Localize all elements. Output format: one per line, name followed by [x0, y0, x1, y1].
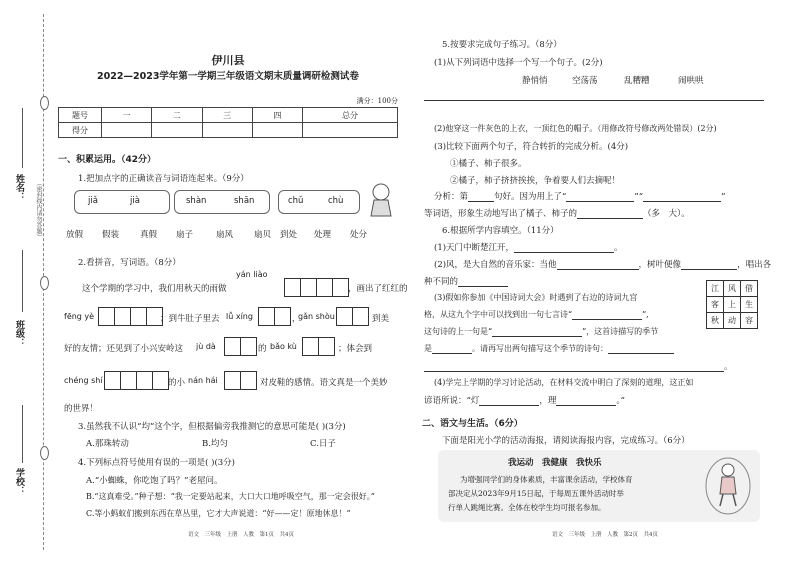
jump-rope-kid-icon	[704, 456, 752, 516]
section2-title: 二、语文与生活。（6分）	[422, 419, 523, 429]
pinyin-prompt: nán hái	[188, 376, 218, 385]
q2-text: ，画出了红红的	[348, 284, 408, 294]
pinyin-prompt: gǎn shòu	[298, 312, 335, 321]
q5-prompt: 5.按要求完成句子练习。（8分）	[442, 40, 562, 50]
pinyin-prompt: bǎo kù	[270, 342, 297, 351]
word-option[interactable]: 放假	[66, 230, 84, 240]
q2-text: ，	[292, 314, 301, 324]
poem-char: 生	[741, 297, 758, 313]
q3-option-a[interactable]: A.那珠转动	[86, 439, 129, 449]
analysis-line	[434, 190, 725, 202]
score-cell: 一	[102, 108, 152, 123]
blank[interactable]	[424, 371, 724, 372]
blank[interactable]	[643, 201, 721, 202]
analysis-text: 分析：第	[434, 192, 469, 202]
q6-text: (1)天门中断楚江开，	[434, 243, 515, 253]
poem-char: 风	[724, 281, 741, 297]
page-footer: 语文 三年级 上册 人教 第2页 共4页	[552, 532, 658, 538]
word-option[interactable]: 扇子	[176, 230, 194, 240]
q5-sub2: (2)他穿这一件灰色的上衣，一顶红色的帽子。（用修改符号修改两处错误）(2分)	[434, 124, 717, 133]
q6-text: (3)假如你参加《中国诗词大会》时遇到了右边的诗词九宫	[434, 293, 638, 302]
binding-hole	[40, 276, 49, 290]
blank[interactable]	[681, 269, 737, 270]
q2-text: 这个学期的学习中，我们用秋天的雨做	[82, 284, 227, 294]
word-choice: 闹哄哄	[678, 76, 704, 86]
pinyin: jià	[130, 196, 140, 206]
pinyin: shān	[234, 196, 255, 206]
pinyin-prompt: lǚ xíng	[226, 312, 253, 321]
q6-prompt: 6.根据所学内容填空。（11分）	[442, 226, 559, 236]
q2-text: ；体会到	[338, 344, 373, 354]
char-grid[interactable]	[224, 337, 257, 356]
q5-sub1: (1)从下列词语中选择一个写一个句子。(2分)	[434, 58, 603, 68]
class-label: 班级：	[14, 320, 24, 347]
blank[interactable]	[577, 218, 643, 219]
analysis-line	[424, 207, 690, 219]
seal-note: （密封线内请勿答题）	[35, 180, 42, 240]
word-option[interactable]: 扇贝	[254, 230, 272, 240]
blank[interactable]	[492, 336, 582, 337]
word-option[interactable]: 处分	[350, 230, 368, 240]
q2-prompt: 2.看拼音，写词语。（8分）	[78, 258, 181, 268]
q3-option-b[interactable]: B.均匀	[202, 439, 228, 449]
pinyin-prompt: yán liào	[236, 270, 268, 279]
pinyin-prompt: jù dà	[196, 342, 216, 351]
binding-margin	[0, 0, 52, 562]
blank[interactable]	[572, 319, 642, 320]
word-option[interactable]: 扇风	[216, 230, 234, 240]
score-input[interactable]	[202, 123, 252, 138]
q6-text: 。	[724, 362, 733, 372]
blank[interactable]	[566, 201, 634, 202]
char-grid[interactable]	[224, 371, 257, 390]
q6-line	[424, 275, 508, 287]
char-grid[interactable]	[258, 307, 291, 326]
q6-line	[424, 343, 674, 354]
blank[interactable]	[479, 405, 539, 406]
char-grid[interactable]	[284, 278, 349, 297]
cartoon-student-icon	[366, 180, 396, 220]
section1-title: 一、积累运用。（42分）	[58, 155, 157, 165]
score-input[interactable]	[252, 123, 302, 138]
pinyin: chù	[328, 196, 344, 206]
score-input[interactable]	[102, 123, 152, 138]
q6-line	[434, 241, 623, 253]
pinyin: shàn	[186, 196, 207, 206]
q6-line	[424, 360, 733, 372]
score-cell: 得分	[59, 123, 102, 138]
analysis-text: ”	[721, 192, 726, 202]
poem-char: 借	[741, 281, 758, 297]
word-choice: 静悄悄	[522, 76, 548, 86]
sentence-2: ②橘子，柿子挤挤挨挨，争着要人们去摘呢！	[450, 176, 621, 186]
char-grid[interactable]	[302, 337, 335, 356]
q6-text: 格，从这九个字中可以找到出一句七言诗“	[424, 310, 573, 319]
q6-text: (4)学完上学期的学习讨论活动，在材料交流中明白了深刻的道理，这正如	[434, 378, 694, 387]
q4-option-c[interactable]: C.等小蚂蚁们搬到东西在草丛里，它才大声说道：“好——定！原地休息！”	[86, 509, 351, 518]
word-option[interactable]: 假装	[102, 230, 120, 240]
sentence-1: ①橘子、柿子很多。	[450, 159, 527, 169]
q2-text: ；到牛肚子里去	[160, 314, 220, 324]
name-field[interactable]	[22, 108, 23, 168]
q6-text: 这句诗的上一句是“	[424, 327, 493, 336]
q6-line	[424, 326, 658, 337]
q6-text: ”，这首诗描写的季节	[582, 327, 659, 336]
poem-char: 容	[741, 313, 758, 329]
poster-text: 行单人跳绳比赛。全体在校学生均可报名参加。	[448, 503, 606, 512]
word-choice: 乱糟糟	[624, 76, 650, 86]
q4-option-a[interactable]: A.“小蜘蛛，你吃饱了吗？”老屋问。	[86, 476, 223, 486]
blank[interactable]	[514, 252, 614, 253]
exam-title: 2022—2023学年第一学期三年级语文期末质量调研检测试卷	[97, 71, 359, 82]
poster-text: 部决定从2023年9月15日起，于每周五课外活动时举	[448, 489, 624, 498]
char-grid[interactable]	[104, 371, 169, 390]
q1-prompt: 1.把加点字的正确读音与词语连起来。（9分）	[78, 174, 249, 184]
class-field[interactable]	[22, 250, 23, 312]
q4-option-b[interactable]: B.“这真难受。”种子想：“我一定要站起来，大口大口地呼吸空气，那一定会很好。”	[86, 492, 375, 501]
name-label: 姓名：	[14, 174, 24, 201]
q6-text: ”,	[642, 310, 649, 319]
section2-intro: 下面是阳光小学的活动海报，请阅读海报内容，完成练习。（6分）	[442, 436, 690, 446]
poem-char: 动	[724, 313, 741, 329]
score-input[interactable]	[152, 123, 202, 138]
q2-text: 对皮鞋的感情。语文真是一个美妙	[260, 378, 388, 388]
q6-text: (2)风，是大自然的音乐家：当他	[434, 260, 557, 270]
q6-line	[424, 309, 649, 320]
pinyin: jiǎ	[88, 196, 98, 206]
q2-text: 的	[258, 344, 267, 354]
q2-text: 的世界！	[64, 404, 99, 414]
analysis-text: 等词语，形象生动地写出了橘子、柿子的	[424, 209, 578, 219]
q6-line	[434, 258, 771, 270]
full-score: 满分：100分	[356, 97, 398, 105]
q3-option-c[interactable]: C.日子	[310, 439, 336, 449]
analysis-text: ”“	[634, 192, 644, 202]
q3-prompt: 3.虽然我不认识“均”这个字，但根据偏旁我推测它的意思可能是( )(3分)	[78, 422, 346, 432]
poem-grid	[706, 280, 758, 329]
q6-text: 种不同的	[424, 277, 459, 287]
blank[interactable]	[468, 201, 494, 202]
score-cell: 二	[152, 108, 202, 123]
blank[interactable]	[556, 405, 616, 406]
pinyin-prompt: chéng shí	[64, 376, 103, 385]
score-table	[58, 107, 398, 138]
poem-char: 客	[707, 297, 724, 313]
char-grid[interactable]	[98, 307, 163, 326]
poster-title: 我运动 我健康 我快乐	[508, 458, 602, 468]
word-option[interactable]: 处理	[314, 230, 332, 240]
score-cell: 四	[252, 108, 302, 123]
word-choice: 空荡荡	[572, 76, 598, 86]
word-option[interactable]: 真假	[140, 230, 158, 240]
binding-hole	[40, 96, 49, 110]
county-title: 伊川县	[211, 54, 245, 67]
binding-hole	[40, 446, 49, 460]
blank[interactable]	[557, 269, 639, 270]
pinyin: chǔ	[288, 196, 304, 206]
q6-text: 谚语所说：“灯	[424, 396, 480, 406]
blank[interactable]	[432, 353, 472, 354]
page-footer: 语文 三年级 上册 人教 第1页 共4页	[188, 532, 294, 538]
q6-text: ，唱出各	[737, 260, 772, 270]
q6-line	[424, 394, 625, 406]
school-field[interactable]	[22, 405, 23, 463]
q2-text: 好的友情；还见到了小兴安岭这	[64, 344, 184, 354]
q6-text: 是	[424, 344, 432, 353]
score-cell: 三	[202, 108, 252, 123]
score-input[interactable]	[303, 123, 398, 138]
score-cell: 题号	[59, 108, 102, 123]
pinyin-prompt: fēng yè	[64, 312, 95, 321]
q4-prompt: 4.下列标点符号使用有误的一项是( )(3分)	[78, 458, 235, 468]
q2-text: 的小	[168, 378, 186, 388]
q2-text: 到美	[372, 314, 390, 324]
poem-char: 上	[724, 297, 741, 313]
word-option[interactable]: 到处	[280, 230, 298, 240]
q6-text: 。”	[616, 396, 625, 406]
score-cell: 总分	[303, 108, 398, 123]
poem-char: 江	[707, 281, 724, 297]
blank[interactable]	[458, 286, 508, 287]
q6-text: ，理	[539, 396, 557, 406]
answer-line[interactable]	[424, 100, 764, 101]
poem-char: 秋	[707, 313, 724, 329]
poster-text: 为增强同学们的身体素质，丰富课余活动，学校体育	[460, 475, 633, 484]
analysis-text: 句好。因为用上了“	[494, 192, 567, 202]
char-grid[interactable]	[336, 307, 369, 326]
school-label: 学校：	[14, 468, 24, 495]
q6-text: 。	[614, 243, 623, 253]
q6-text: 。请再写出两句描写这个季节的诗句：	[472, 344, 608, 353]
q5-sub3: (3)比较下面两个句子，符合转折的完成分析。(4分)	[434, 142, 629, 152]
analysis-text: （多 大）。	[643, 209, 690, 219]
q6-text: ，树叶便像	[638, 260, 682, 270]
blank[interactable]	[608, 353, 674, 354]
